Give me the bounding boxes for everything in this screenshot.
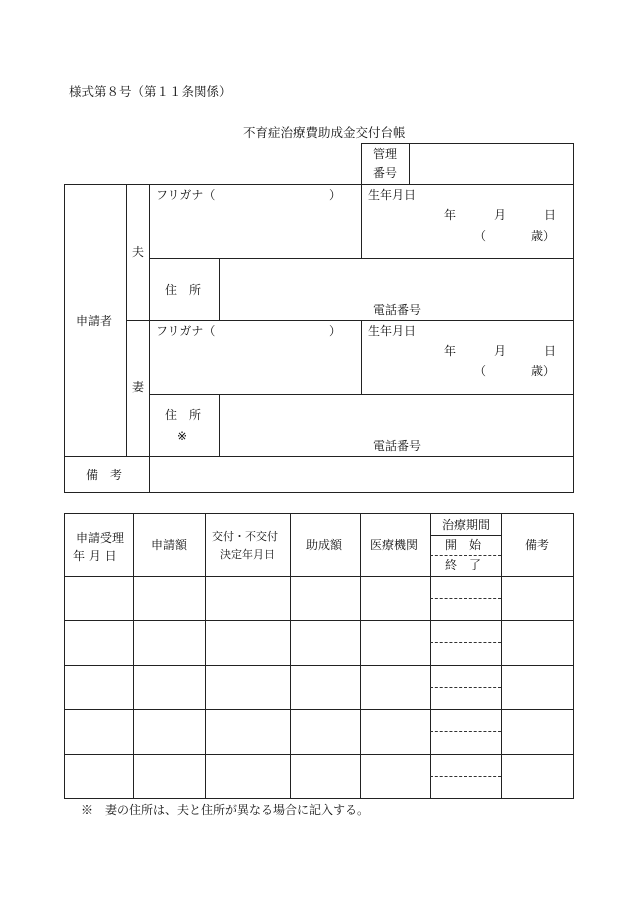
husband-age-close: 歳） — [531, 229, 556, 243]
husband-address-label: 住 所 — [165, 283, 202, 297]
header-decision-date-1: 交付・不交付 — [212, 530, 278, 543]
wife-day-label: 日 — [544, 344, 557, 358]
table-row[interactable] — [65, 755, 573, 798]
wife-address-mark: ※ — [177, 429, 188, 443]
wife-age-close: 歳） — [531, 364, 556, 378]
husband-age-open: （ — [474, 229, 487, 243]
table-row[interactable] — [65, 666, 573, 709]
husband-name-field[interactable] — [151, 204, 359, 256]
page-title: 不育症治療費助成金交付台帳 — [243, 125, 406, 140]
management-label-2: 番号 — [373, 166, 398, 180]
header-start: 開 始 — [445, 538, 482, 552]
wife-name-field[interactable] — [151, 340, 359, 392]
header-amount-requested: 申請額 — [151, 538, 188, 552]
wife-address-label: 住 所 — [165, 408, 202, 422]
wife-address-field[interactable] — [221, 396, 571, 436]
husband-label: 夫 — [132, 245, 145, 259]
table-row[interactable] — [65, 577, 573, 620]
wife-age-open: （ — [474, 364, 487, 378]
husband-year-label: 年 — [444, 208, 457, 222]
table-row[interactable] — [65, 710, 573, 753]
wife-furigana-close: ） — [329, 324, 342, 338]
management-label-1: 管理 — [373, 147, 398, 161]
wife-month-label: 月 — [494, 344, 507, 358]
husband-phone-label: 電話番号 — [373, 303, 422, 317]
header-grant-amount: 助成額 — [306, 538, 343, 552]
header-received-date-2: 年 月 日 — [73, 549, 117, 563]
wife-furigana-label: フリガナ（ — [156, 324, 216, 338]
husband-birthdate-label: 生年月日 — [368, 188, 417, 202]
header-institution: 医療機関 — [370, 538, 419, 552]
wife-phone-label: 電話番号 — [373, 439, 422, 453]
husband-furigana-close: ） — [329, 188, 342, 202]
footnote: ※ 妻の住所は、夫と住所が異なる場合に記入する。 — [81, 803, 370, 817]
wife-label: 妻 — [132, 380, 145, 394]
header-received-date-1: 申請受理 — [76, 531, 125, 545]
header-remarks: 備考 — [525, 538, 550, 552]
husband-furigana-label: フリガナ（ — [156, 188, 216, 202]
remarks-label: 備 考 — [86, 468, 123, 482]
applicant-label: 申請者 — [76, 314, 113, 328]
header-end: 終 了 — [445, 558, 482, 572]
form-number: 様式第８号（第１１条関係） — [69, 84, 232, 99]
remarks-field[interactable] — [151, 458, 571, 490]
header-decision-date-2: 決定年月日 — [220, 548, 275, 561]
wife-birthdate-label: 生年月日 — [368, 324, 417, 338]
husband-month-label: 月 — [494, 208, 507, 222]
wife-year-label: 年 — [444, 344, 457, 358]
table-row[interactable] — [65, 621, 573, 664]
management-number-field[interactable] — [411, 145, 572, 183]
husband-day-label: 日 — [544, 208, 557, 222]
husband-address-field[interactable] — [221, 260, 571, 300]
header-treatment-period: 治療期間 — [442, 518, 491, 532]
